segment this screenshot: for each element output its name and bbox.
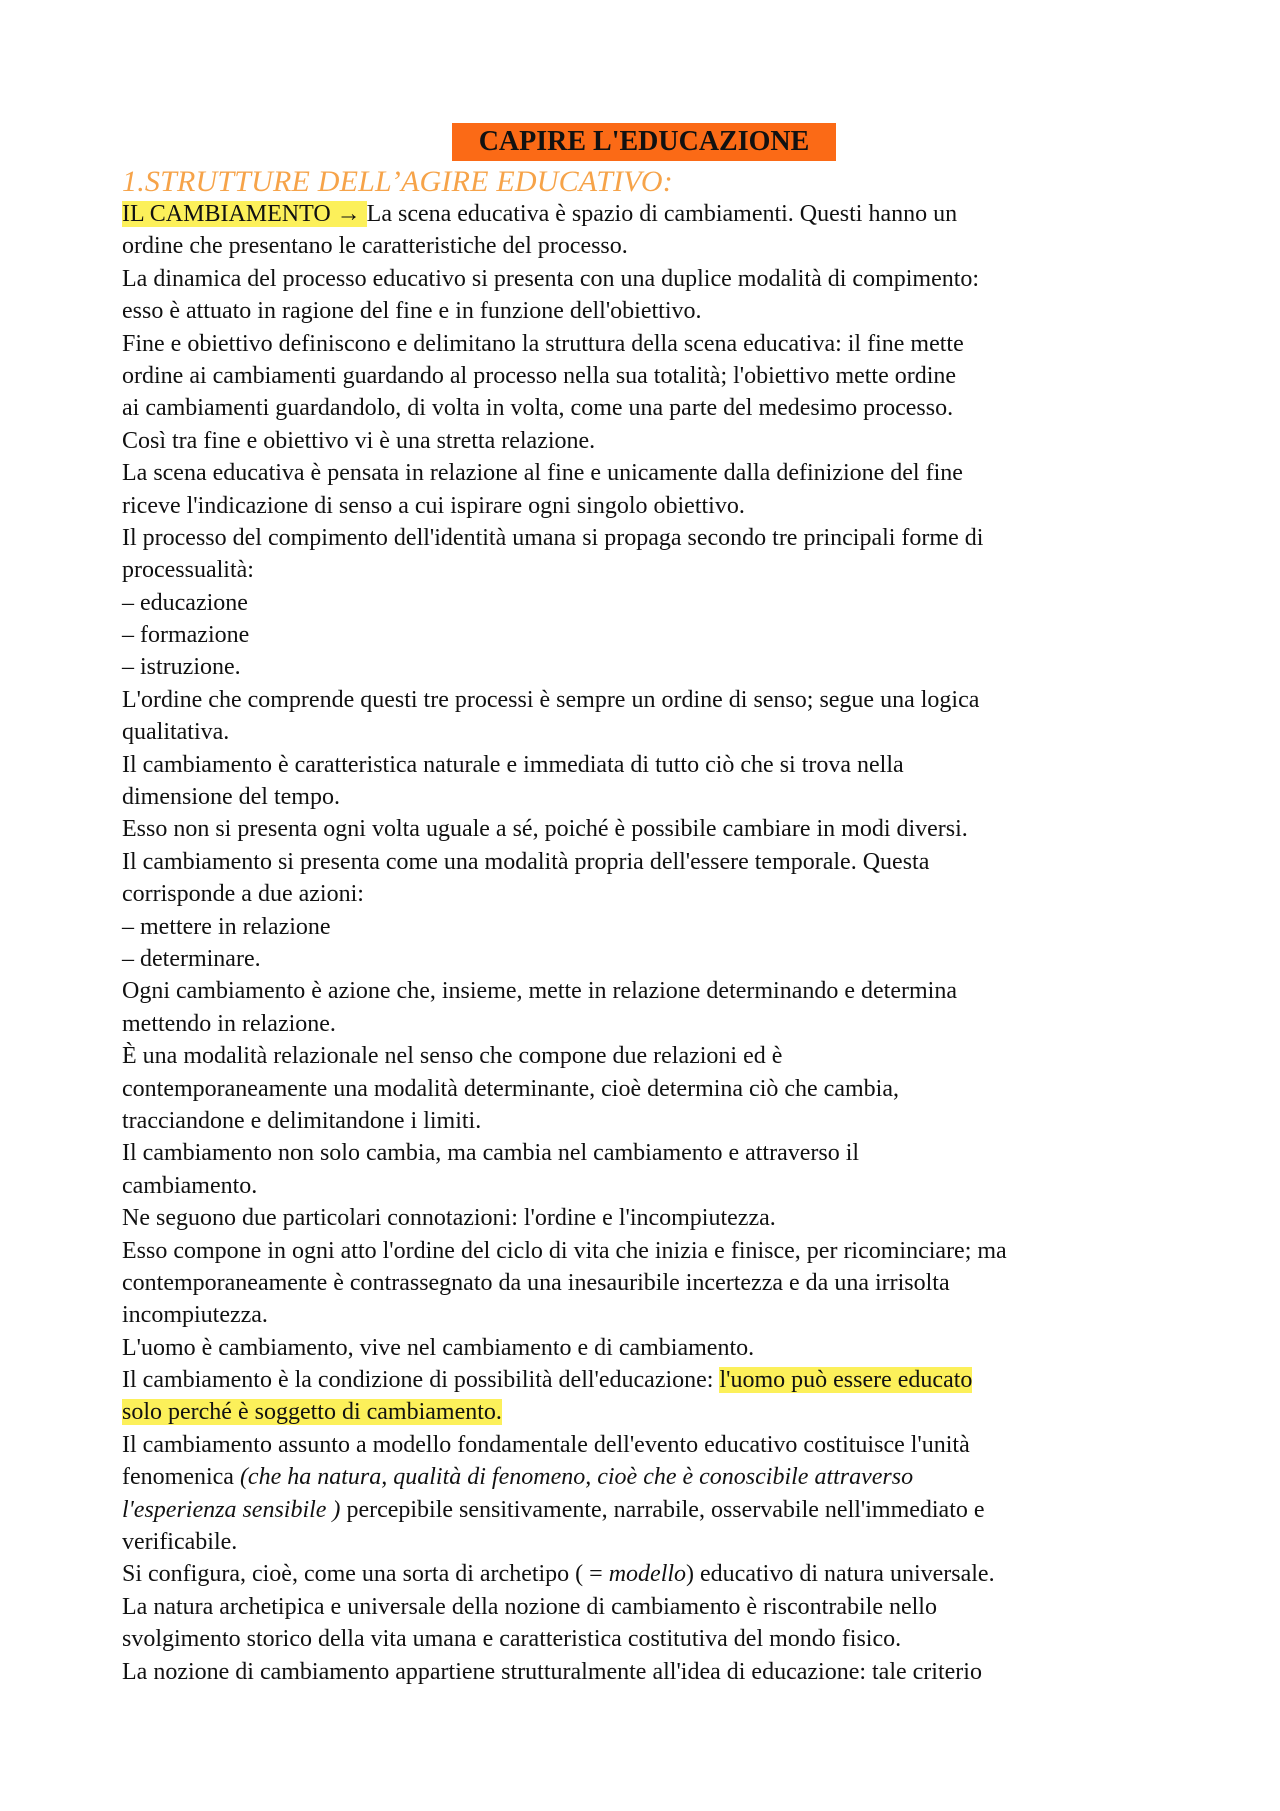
document-title: CAPIRE L'EDUCAZIONE [452,123,836,161]
text-segment: Esso compone in ogni atto l'ordine del ciclo di vita che inizia e finisce, per ricominciare; ma [122,1237,1007,1264]
text-line [122,457,1182,489]
text-line [122,813,1182,845]
text-segment: La scena educativa è pensata in relazione al fine e unicamente dalla definizione del fine [122,460,963,487]
text-line [122,328,1182,360]
text-line [122,425,1182,457]
text-line [122,911,1182,943]
text-line [122,554,1182,586]
text-segment: La dinamica del processo educativo si presenta con una duplice modalità di compimento: [122,265,980,292]
text-segment: – educazione [122,589,248,616]
text-line [122,781,1182,813]
text-line [122,1429,1182,1461]
text-segment: tracciandone e delimitandone i limiti. [122,1107,482,1134]
text-line [122,263,1182,295]
text-line [122,716,1182,748]
highlighted-text: l'uomo può essere educato [719,1367,973,1394]
text-segment: Il cambiamento si presenta come una modalità propria dell'essere temporale. Questa [122,848,930,875]
text-segment: Si configura, cioè, come una sorta di archetipo ( = [122,1561,609,1588]
text-segment: Il cambiamento è caratteristica naturale e immediata di tutto ciò che si trova nella [122,751,904,778]
text-line [122,1170,1182,1202]
text-segment: – determinare. [122,945,261,972]
text-line [122,360,1182,392]
text-segment: percepibile sensitivamente, narrabile, osservabile nell'immediato e [346,1496,985,1523]
text-segment: contemporaneamente una modalità determinante, cioè determina ciò che cambia, [122,1075,899,1102]
text-line [122,1299,1182,1331]
text-segment: – formazione [122,622,250,649]
text-segment: ordine ai cambiamenti guardando al processo nella sua totalità; l'obiettivo mette ordine [122,362,957,389]
text-line [122,1526,1182,1558]
text-line [122,587,1182,619]
text-segment: Così tra fine e obiettivo vi è una stretta relazione. [122,427,596,454]
text-line [122,878,1182,910]
italic-text: modello [608,1561,687,1588]
text-line [122,1494,1182,1526]
text-line [122,1073,1182,1105]
text-segment: dimensione del tempo. [122,784,340,811]
section-heading: 1.STRUTTURE DELL’AGIRE EDUCATIVO: [122,165,673,198]
text-segment: cambiamento. [122,1172,258,1199]
text-line [122,1008,1182,1040]
text-segment: Il processo del compimento dell'identità umana si propaga secondo tre principali forme di [122,524,984,551]
text-segment: ) educativo di natura universale. [686,1561,995,1588]
text-line [122,230,1182,262]
text-line [122,295,1182,327]
text-line [122,943,1182,975]
text-line [122,651,1182,683]
text-line [122,392,1182,424]
text-line [122,1267,1182,1299]
text-segment: La scena educativa è spazio di cambiamenti. Questi hanno un [366,201,958,227]
text-segment: Ogni cambiamento è azione che, insieme, mette in relazione determinando e determina [122,978,957,1005]
italic-text: (che ha natura, qualità di fenomeno, cioè che è conoscibile attraverso [239,1464,914,1491]
text-line [122,522,1182,554]
text-line [122,846,1182,878]
highlighted-text: IL CAMBIAMENTO → [122,201,367,227]
text-segment: corrisponde a due azioni: [122,881,364,908]
text-segment: Fine e obiettivo definiscono e delimitano la struttura della scena educativa: il fine mette [122,330,964,357]
text-line [122,1202,1182,1234]
text-segment: fenomenica [122,1464,240,1491]
text-line [122,975,1182,1007]
text-line [122,749,1182,781]
text-segment: processualità: [122,557,254,584]
text-line [122,1623,1182,1655]
text-segment: – mettere in relazione [122,913,331,940]
text-segment: Il cambiamento non solo cambia, ma cambia nel cambiamento e attraverso il [122,1140,860,1167]
text-line [122,684,1182,716]
text-segment: L'uomo è cambiamento, vive nel cambiamento e di cambiamento. [122,1334,755,1361]
text-segment: ordine che presentano le caratteristiche del processo. [122,233,628,260]
italic-text: l'esperienza sensibile ) [122,1496,347,1523]
text-segment: Esso non si presenta ogni volta uguale a sé, poiché è possibile cambiare in modi diversi. [122,816,968,843]
text-segment: svolgimento storico della vita umana e caratteristica costitutiva del mondo fisico. [122,1626,902,1653]
text-segment: La natura archetipica e universale della nozione di cambiamento è riscontrabile nello [122,1593,937,1620]
text-segment: qualitativa. [122,719,230,746]
text-line [122,1396,1182,1428]
text-segment: esso è attuato in ragione del fine e in funzione dell'obiettivo. [122,298,702,325]
text-line [122,1461,1182,1493]
text-segment: verificabile. [122,1529,238,1556]
highlighted-text: solo perché è soggetto di cambiamento. [122,1399,502,1426]
text-segment: L'ordine che comprende questi tre processi è sempre un ordine di senso; segue una logica [122,686,980,713]
text-segment: – istruzione. [122,654,241,681]
text-line [122,1137,1182,1169]
text-line [122,1040,1182,1072]
text-line [122,1235,1182,1267]
text-line [122,1591,1182,1623]
text-segment: contemporaneamente è contrassegnato da una inesauribile incertezza e da una irrisolta [122,1269,950,1296]
text-line [122,198,1182,230]
text-line [122,1332,1182,1364]
text-segment: ai cambiamenti guardandolo, di volta in volta, come una parte del medesimo processo. [122,395,954,422]
text-line [122,1364,1182,1396]
text-segment: riceve l'indicazione di senso a cui ispirare ogni singolo obiettivo. [122,492,745,519]
text-segment: mettendo in relazione. [122,1010,336,1037]
text-segment: Ne seguono due particolari connotazioni: l'ordine e l'incompiutezza. [122,1205,776,1232]
body-text [122,198,1182,1688]
text-line [122,490,1182,522]
text-segment: Il cambiamento è la condizione di possibilità dell'educazione: [122,1367,720,1394]
text-line [122,1656,1182,1688]
text-segment: Il cambiamento assunto a modello fondamentale dell'evento educativo costituisce l'unità [122,1431,970,1458]
text-line [122,1558,1182,1590]
text-line [122,1105,1182,1137]
text-line [122,619,1182,651]
text-segment: La nozione di cambiamento appartiene strutturalmente all'idea di educazione: tale criterio [122,1658,982,1685]
text-segment: incompiutezza. [122,1302,268,1329]
text-segment: È una modalità relazionale nel senso che compone due relazioni ed è [122,1043,783,1070]
